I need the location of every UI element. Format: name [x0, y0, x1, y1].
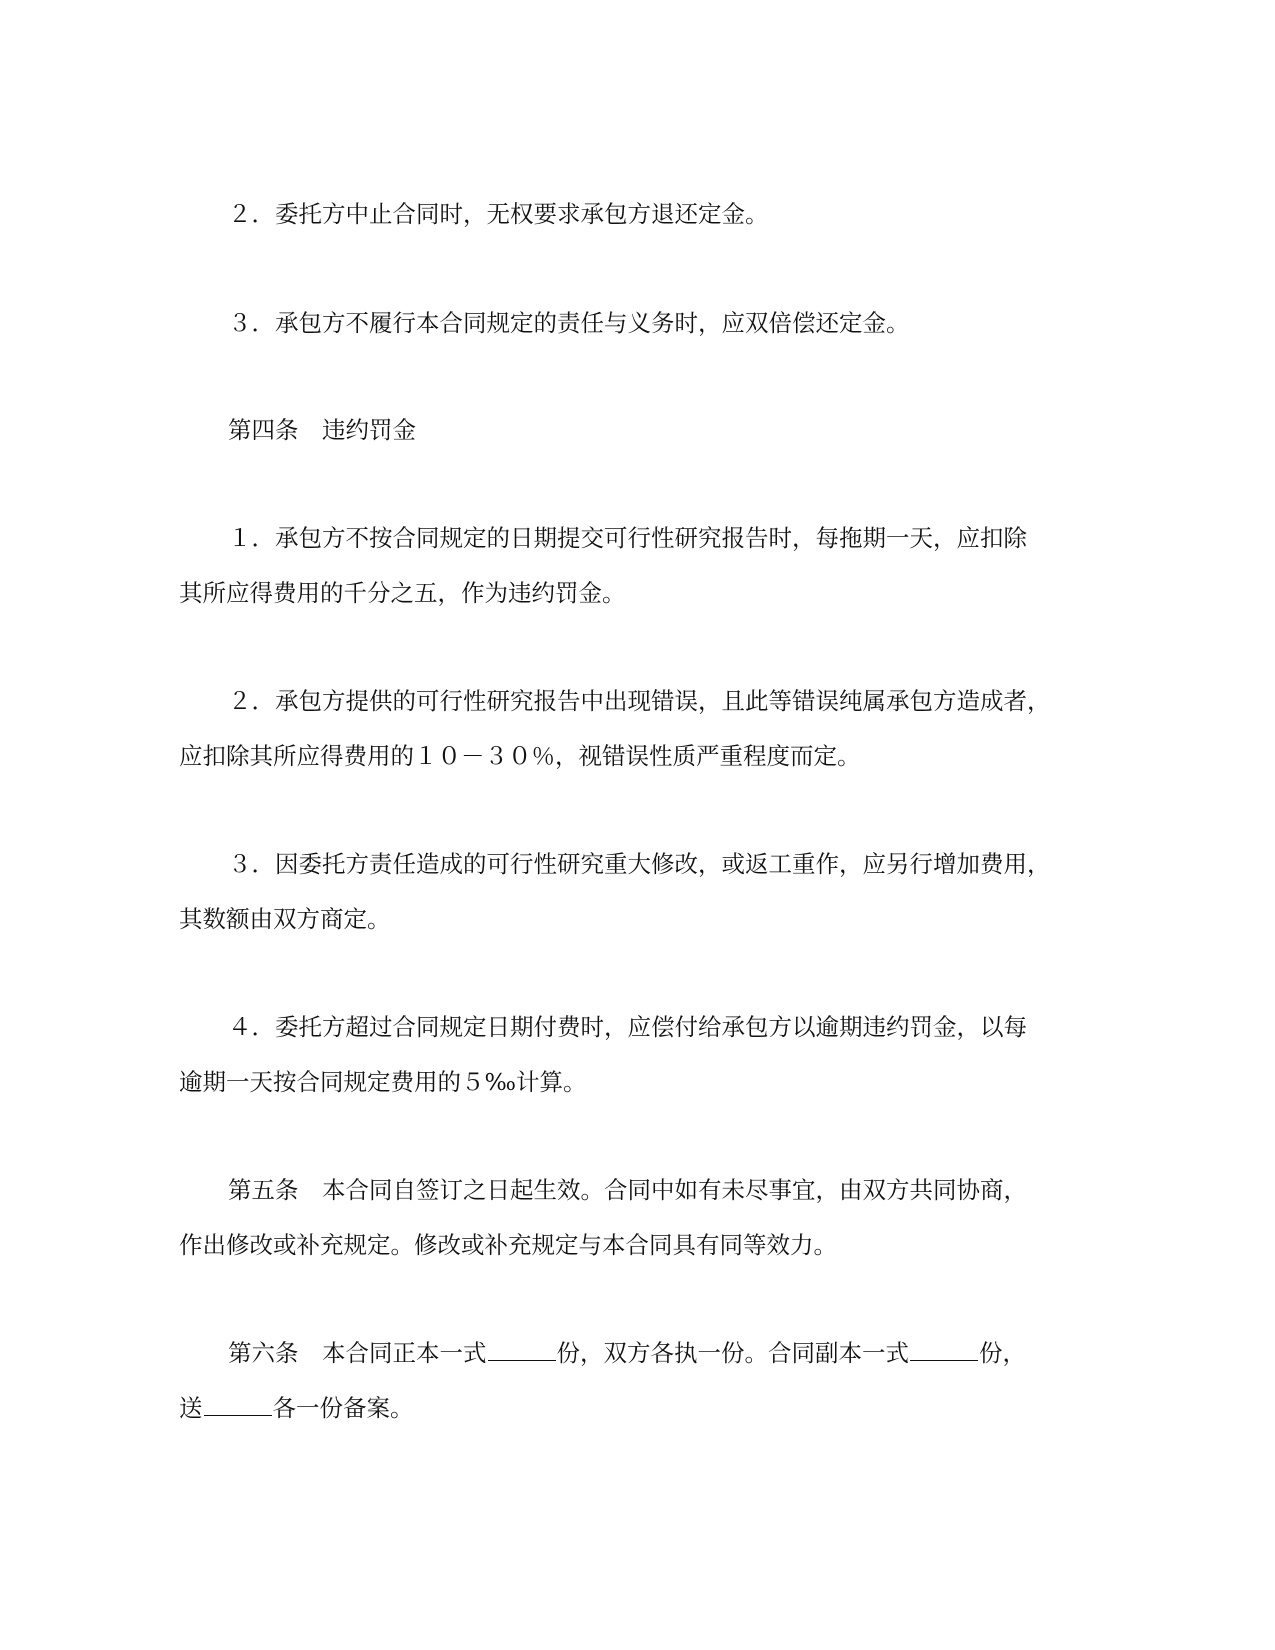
article-4-item-3-line-2: 其数额由双方商定。: [179, 905, 391, 933]
duplicate-copies-blank: [910, 1338, 978, 1361]
article-4-heading: 第四条 违约罚金: [228, 416, 416, 444]
article-6-line-1: [228, 1338, 1026, 1368]
article-6-text-d: 送: [179, 1394, 203, 1422]
article-4-item-3-line-1: ３．因委托方责任造成的可行性研究重大修改，或返工重作，应另行增加费用，: [228, 850, 1051, 878]
article-6-text-e: 各一份备案。: [272, 1394, 414, 1422]
article-4-item-1-line-2: 其所应得费用的千分之五，作为违约罚金。: [179, 579, 626, 607]
article-4-item-4-line-2: 逾期一天按合同规定费用的５‰计算。: [179, 1068, 587, 1096]
article-4-item-2-line-2: 应扣除其所应得费用的１０－３０％，视错误性质严重程度而定。: [179, 742, 861, 770]
article-6-line-2: [179, 1393, 414, 1423]
clause-3-text: ３．承包方不履行本合同规定的责任与义务时，应双倍偿还定金。: [228, 309, 910, 337]
article-4-item-1-line-1: １．承包方不按合同规定的日期提交可行性研究报告时，每拖期一天，应扣除: [228, 524, 1027, 552]
original-copies-blank: [488, 1338, 556, 1361]
article-4-item-4-line-1: ４．委托方超过合同规定日期付费时，应偿付给承包方以逾期违约罚金，以每: [228, 1013, 1027, 1041]
article-6-text-a: 第六条 本合同正本一式: [228, 1339, 487, 1367]
article-4-item-2-line-1: ２．承包方提供的可行性研究报告中出现错误，且此等错误纯属承包方造成者，: [228, 687, 1051, 715]
article-6-text-c: 份，: [979, 1339, 1026, 1367]
article-5-line-1: 第五条 本合同自签订之日起生效。合同中如有未尽事宜，由双方共同协商，: [228, 1176, 1027, 1204]
clause-2-text: ２．委托方中止合同时，无权要求承包方退还定金。: [228, 200, 769, 228]
article-5-line-2: 作出修改或补充规定。修改或补充规定与本合同具有同等效力。: [179, 1231, 837, 1259]
article-6-text-b: 份，双方各执一份。合同副本一式: [556, 1339, 909, 1367]
recipient-blank: [204, 1393, 272, 1416]
